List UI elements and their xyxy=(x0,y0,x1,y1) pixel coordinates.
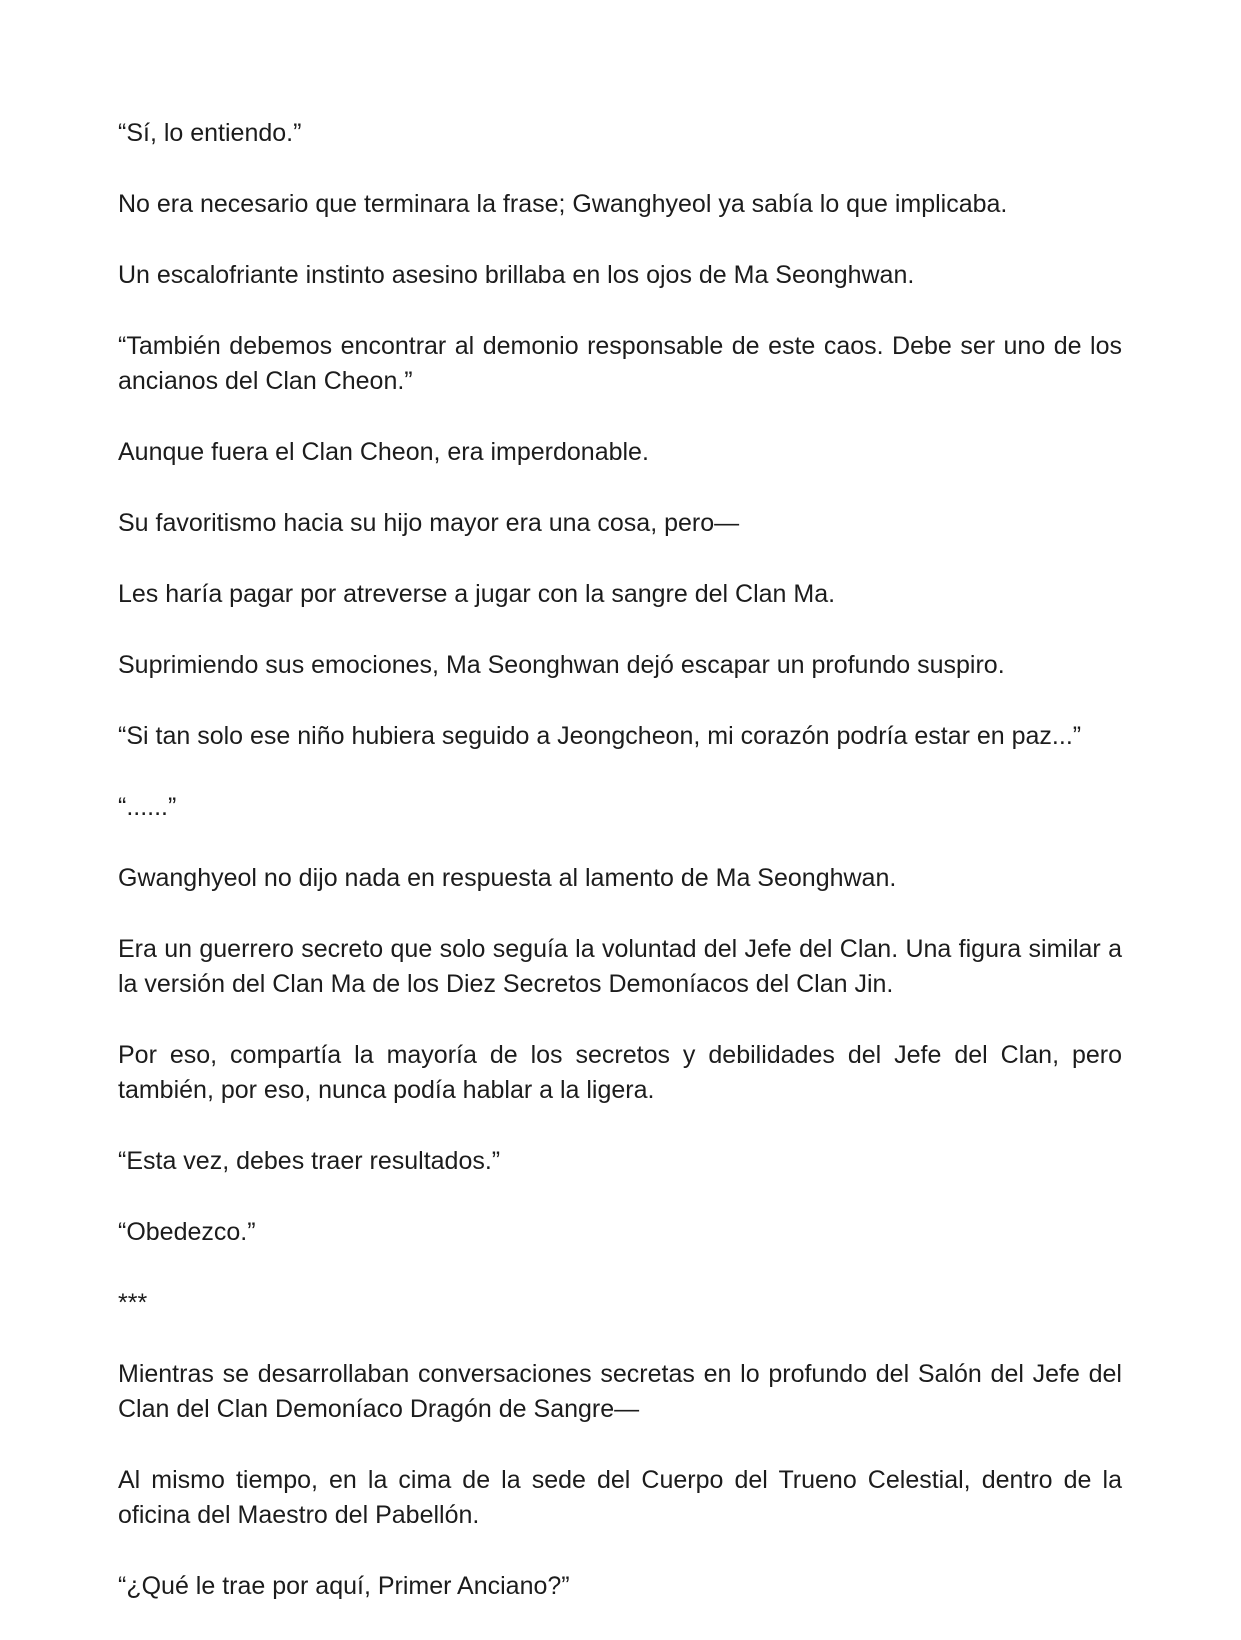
paragraph: “También debemos encontrar al demonio responsable de este caos. Debe ser uno de los ancianos del Clan Cheon.” xyxy=(118,332,1122,395)
paragraph: No era necesario que terminara la frase; Gwanghyeol ya sabía lo que implicaba. xyxy=(118,190,1008,218)
paragraph: Era un guerrero secreto que solo seguía la voluntad del Jefe del Clan. Una figura similar a la versión del Clan Ma de los Diez Secretos Demoníacos del Clan Jin. xyxy=(118,935,1122,998)
paragraph: Aunque fuera el Clan Cheon, era imperdonable. xyxy=(118,438,649,466)
paragraph: Mientras se desarrollaban conversaciones secretas en lo profundo del Salón del Jefe del Clan del Clan Demoníaco Dragón de Sangre— xyxy=(118,1360,1122,1423)
paragraph: Por eso, compartía la mayoría de los secretos y debilidades del Jefe del Clan, pero también, por eso, nunca podía hablar a la ligera. xyxy=(118,1041,1122,1104)
document-body xyxy=(118,116,1122,1640)
paragraph: “Sí, lo entiendo.” xyxy=(118,119,302,147)
paragraph: Un escalofriante instinto asesino brillaba en los ojos de Ma Seonghwan. xyxy=(118,261,915,289)
paragraph: Al mismo tiempo, en la cima de la sede del Cuerpo del Trueno Celestial, dentro de la oficina del Maestro del Pabellón. xyxy=(118,1466,1122,1529)
paragraph: “¿Qué le trae por aquí, Primer Anciano?” xyxy=(118,1572,570,1600)
paragraph: Suprimiendo sus emociones, Ma Seonghwan dejó escapar un profundo suspiro. xyxy=(118,651,1005,679)
paragraph: “Esta vez, debes traer resultados.” xyxy=(118,1147,501,1175)
paragraph: Les haría pagar por atreverse a jugar con la sangre del Clan Ma. xyxy=(118,580,836,608)
paragraph: “Obedezco.” xyxy=(118,1218,256,1246)
paragraph: Gwanghyeol no dijo nada en respuesta al lamento de Ma Seonghwan. xyxy=(118,864,897,892)
paragraph: Su favoritismo hacia su hijo mayor era una cosa, pero— xyxy=(118,509,740,537)
paragraph: “......” xyxy=(118,793,177,821)
paragraph: “Si tan solo ese niño hubiera seguido a Jeongcheon, mi corazón podría estar en paz...” xyxy=(118,722,1082,750)
scene-break: *** xyxy=(118,1289,148,1317)
